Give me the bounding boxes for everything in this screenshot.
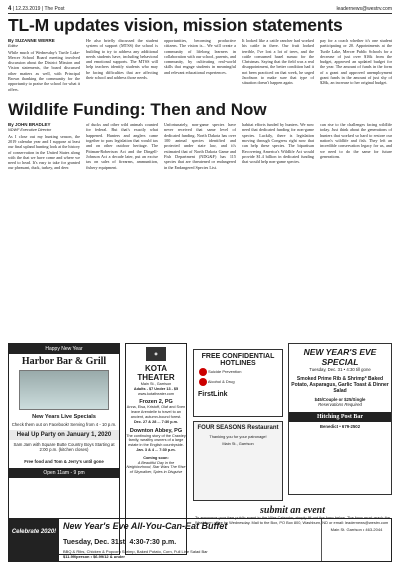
article-2-columns — [8, 122, 392, 218]
phone-icon — [199, 378, 207, 386]
kota-movie-2: Downton Abbey, PG — [129, 427, 183, 434]
hotline-line-1-text: Suicide Prevention — [208, 369, 242, 375]
buffet-date-line — [63, 531, 317, 549]
kota-logo: KOTA THEATER — [137, 364, 175, 382]
nye-venue-city: Benedict • 679-2502 — [319, 423, 361, 429]
article-1-col-2 — [86, 38, 158, 97]
buffet-celebrate: Celebrate 2020! — [9, 519, 59, 561]
article-2-text-5: can rise to the challenges facing wildlife today. Just think about the generations of hunters that worked so hard to restore our nation's wildlife and fish. They left an incredible conservation legacy for us, and we need to do the same for future generations. — [320, 122, 392, 159]
article-2-role: NDWF Executive Director — [8, 127, 52, 132]
harbor-fine-text: Free food and Tom & Jerry's until gone — [24, 458, 104, 464]
hotline-ad — [193, 349, 283, 417]
buffet-head: New Year's Eve All-You-Can-Eat Buffet — [63, 521, 228, 531]
kota-dates-1: Dec. 27 & 28 ... 7:30 p.m. — [133, 419, 179, 424]
nye-reservations: Reservations Required — [318, 402, 362, 407]
harbor-hours: Open 11am - 9 pm — [9, 468, 119, 478]
submit-text: To announce your free public event in the Wire Calendar, simply fill out the form below. The form must reach the Washburn office by Wednesday. Mail to the Box, PO Box 800, Washburn, ND or email: leadernews@westrv.com — [195, 515, 390, 525]
new-years-eve-ad — [288, 343, 392, 495]
buffet-time: 4:30-7:30 p.m. — [129, 539, 177, 546]
buffet-date: Tuesday, Dec. 31st — [63, 539, 125, 546]
harbor-heal-text: Sam Jam with Square Butte Country Boys Starting at 2:00 p.m. (kitchen closes) — [13, 442, 115, 453]
four-seasons-head: FOUR SEASONS Restaurant — [197, 425, 279, 431]
kota-dates-2: Jan. 3 & 4 ... 7:30 p.m. — [136, 447, 176, 452]
nye-venue-name: Hitching Post Bar — [289, 412, 391, 422]
article-1-role: Editor — [8, 43, 18, 48]
harbor-top-banner: Happy New Year — [9, 344, 119, 354]
film-reel-icon: ◉ — [146, 347, 166, 361]
folio-site: leadernews@westrv.com — [336, 6, 392, 12]
submit-head: submit an event — [259, 505, 325, 516]
article-2-col-2 — [86, 122, 158, 218]
nye-date: Tuesday, Dec. 31 • 4:30 till gone — [309, 367, 371, 372]
folio-paper: The Post — [44, 6, 65, 12]
folio-left: 4 | 12.23.2019 | The Post — [8, 6, 65, 12]
kota-prices: Adults - $7 Under 13 - $5 — [133, 386, 179, 391]
buffet-main — [59, 519, 321, 561]
harbor-nye-title: New Years Live Specials — [32, 414, 96, 420]
firstlink-logo: FirstLink — [198, 391, 228, 398]
folio-bar — [8, 6, 392, 14]
article-1-filler-1 — [8, 92, 80, 97]
article-1-byline: By SUZANNE WERRE — [8, 38, 55, 43]
hotline-line-2 — [194, 377, 282, 387]
hotline-line-2-text: Alcohol & Drug — [207, 379, 235, 385]
article-1-text-2: He also briefly discussed the student system of support (MTSS) the school is building to try to address any additional needs students have, including behavioral and emotional supports. The MTSS will help teachers identify students who may be facing difficulties that are affecting their school and address those needs. — [86, 38, 158, 81]
buffet-menu: BBQ & Ribs, Chicken & Popcorn Shrimp, Baked Potato, Corn, Full Line Salad Bar — [63, 549, 208, 554]
article-1-col-4 — [242, 38, 314, 97]
article-1-col-3 — [164, 38, 236, 97]
article-1-col-1 — [8, 38, 80, 97]
article-1-text-1: While much of Wednesday's Turtle Lake-Mercer School Board meeting involved discussion about the District Mission and Vision statements, the board discussed other matters as well, with Principal Brown thanking the community for the opportunity to praise the school for what it offers. — [8, 49, 80, 92]
main-headline: TL-M updates vision, mission statements — [8, 15, 343, 35]
article-1-text-4: It looked like a cattle rancher had worked his cattle in there. Our fruit looked terrible, I've lost a lot of trees, and the cattle consumed hazel sumac for the Christmas. Saying that the field was a real disappointment, the better condition had it not been practiced on that week, he urged Jacobson to make sure that type of situation doesn't happen again. — [242, 38, 314, 86]
article-2-text-2: of ducks and other wild animals counted for federal. But that's exactly what happened. Hunters and anglers came together to pass legislation that would tax and on other outdoor heritage. The Pittman-Robertson Act and the Dingell-Johnson Act a decade later, put an excise tax on sales of firearms, ammunition, fishery equipment. — [86, 122, 158, 170]
article-2-col-1 — [8, 122, 80, 218]
article-1-text-5: pay for a coach whether it's one student participating or 20. Appointments at the Turtle Lake, Mercer Public Schools for a decrease of just over $16k from the budget, approved an updated budget for the year. The amount of funds in the form of a grant and approved unemployment grant funds in the amount of just shy of $26k, an increase to her original budget. — [320, 38, 392, 86]
nye-price: $45/Couple or $25/Single — [314, 396, 366, 402]
article-1-col-5 — [320, 38, 392, 97]
section-headline: Wildlife Funding: Then and Now — [8, 100, 267, 120]
hotline-line-1 — [194, 367, 282, 377]
kota-web: www.kotatheater.com — [137, 391, 175, 396]
buffet-prices: $11.99/person • $6.99/12 & under — [63, 554, 125, 559]
kota-location: Main St., Garrison — [140, 382, 172, 386]
buffet-ad — [8, 515, 392, 562]
harbor-nye-text: Check them out on Facebook! Serving from 4 - 10 p.m. — [11, 422, 117, 427]
article-2-text-3: Unfortunately, non-game species have never received that same level of dedicated funding. North Dakota has over 100 animal species identified and protected under state law, and it's estimated that of North Dakota Game and Fish Department (NDG&F) has 115 species that are threatened or endangered in the Endangered Species List. — [164, 122, 236, 170]
four-seasons-ad — [193, 421, 283, 501]
article-2-col-5 — [320, 122, 392, 218]
nye-head: NEW YEAR'S EVE SPECIAL — [303, 347, 377, 367]
kota-movie-1: Frozen 2, PG — [139, 399, 173, 406]
page-number: 4 — [8, 6, 12, 12]
four-seasons-tag: Thanking you for your patronage! — [209, 434, 267, 439]
harbor-photo — [19, 370, 109, 410]
hotline-head: FREE CONFIDENTIAL HOTLINES — [201, 353, 275, 367]
harbor-name: Harbor Bar & Grill — [21, 356, 107, 367]
article-2-text-4: habitat efforts funded by hunters. We now need that dedicated funding for non-game species. Luckily, there is legislation moving through Congress right now that can help these species. The bipartisan Recovering America's Wildlife Act would provide $1.4 billion in dedicated funding that would help non-game species. — [242, 122, 314, 165]
article-2-text-1: As I close out my hunting season, the 2019 calendar year and I suppose at least our final upland hunting look at the history of conservation in the United States along with the that we have come and where we need to head. It's easy to take for granted our pheasant, duck, turkey, and deer. — [8, 133, 80, 171]
harbor-heal-title: Heal Up Party on January 1, 2020 — [9, 430, 119, 440]
article-2-col-4 — [242, 122, 314, 218]
buffet-address: Main St. Garrison • 463-2044 — [321, 519, 391, 561]
kota-movie-2-cast: The continuing story of the Crawley family, wealthy owners of a large estate in the English countryside. — [126, 433, 186, 448]
kota-coming: Coming soon: — [143, 455, 169, 460]
newspaper-page — [8, 6, 392, 562]
four-seasons-addr: Main St., Garrison — [222, 441, 254, 446]
kota-movie-1-cast: Anna, Elsa, Kristoff, Olaf and Sven leave Arendelle to travel to an ancient, autumn-bound forest. — [126, 405, 186, 419]
nye-menu: Smoked Prime Rib & Shrimp* Baked Potato, Asparagus, Garlic Toast & Dinner Salad — [291, 375, 389, 394]
kota-coming-list: A Beautiful Day in the Neighborhood, Star Wars The Rise of Skywalker, Spies in Disguise — [126, 460, 186, 475]
article-2-col-3 — [164, 122, 236, 218]
article-2-byline: By JOHN BRADLEY — [8, 122, 51, 128]
article-1-text-3: opportunities, becoming productive citizens. The vision is... We will create a community of lifelong learners in collaboration with our school, parents, and community, by cultivating real-world skills that engage students in meaningful and relevant educational experiences. — [164, 38, 236, 75]
folio-date: 12.23.2019 — [15, 6, 41, 12]
phone-icon — [199, 368, 207, 376]
article-1-columns — [8, 38, 392, 97]
